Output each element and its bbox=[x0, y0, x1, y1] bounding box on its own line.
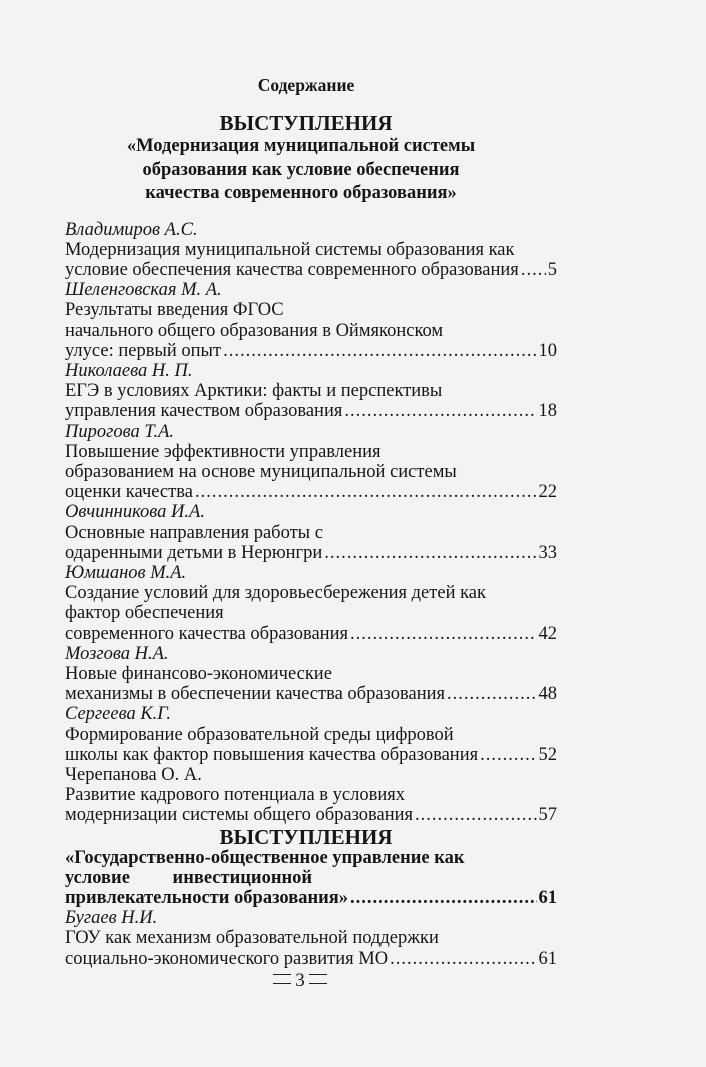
toc-entry bbox=[65, 280, 557, 361]
dot-leader bbox=[350, 624, 537, 644]
dot-leader bbox=[350, 888, 536, 908]
entry-title-text: одаренными детьми в Нерюнгри bbox=[65, 542, 323, 563]
entry-author: Овчинникова И.А. bbox=[65, 502, 205, 523]
entry-title bbox=[65, 482, 557, 502]
entry-title bbox=[65, 260, 557, 280]
section-subtitle: «Государственно-общественное управление как bbox=[65, 847, 465, 868]
entry-title: Новые финансово-экономические bbox=[65, 663, 332, 684]
toc-entry bbox=[65, 422, 557, 503]
page-number: 57 bbox=[538, 805, 557, 826]
table-of-contents bbox=[65, 74, 557, 969]
entry-title: фактор обеспечения bbox=[65, 603, 224, 624]
entry-title: Результаты введения ФГОС bbox=[65, 300, 284, 321]
toc-entries bbox=[65, 220, 557, 826]
entry-title-text: модернизации системы общего образования bbox=[65, 805, 414, 826]
page-number: 22 bbox=[538, 482, 557, 503]
entry-title-text: социально-экономического развития МО bbox=[65, 948, 389, 969]
toc-entry bbox=[65, 361, 557, 422]
entry-title: ГОУ как механизм образовательной поддержки bbox=[65, 928, 439, 949]
toc-entry bbox=[65, 502, 557, 563]
entry-title bbox=[65, 543, 557, 563]
entry-title-text: условие обеспечения качества современного образования bbox=[65, 259, 519, 280]
dot-leader bbox=[390, 949, 536, 969]
entry-title: ЕГЭ в условиях Арктики: факты и перспективы bbox=[65, 381, 443, 402]
entry-title-text: оценки качества bbox=[65, 482, 193, 503]
toc-entry bbox=[65, 704, 557, 765]
entry-title bbox=[65, 805, 557, 825]
section-heading: ВЫСТУПЛЕНИЯ bbox=[219, 824, 393, 849]
page-number: 5 bbox=[547, 259, 557, 280]
section-subtitle: условие инвестиционной bbox=[65, 867, 313, 888]
page-number: 61 bbox=[538, 948, 557, 969]
page-number: 42 bbox=[538, 623, 557, 644]
entry-title-text: улусе: первый опыт bbox=[65, 340, 222, 361]
dot-leader bbox=[480, 745, 536, 765]
entry-title bbox=[65, 401, 557, 421]
toc-title: Содержание bbox=[257, 75, 355, 95]
entry-author: Пирогова Т.А. bbox=[65, 421, 175, 442]
entry-author: Шеленговская М. А. bbox=[65, 280, 222, 301]
section-subtitle: образования как условие обеспечения bbox=[142, 159, 460, 180]
entry-author: Мозгова Н.А. bbox=[65, 643, 169, 664]
toc-entry bbox=[65, 220, 557, 281]
page-number: 61 bbox=[538, 888, 557, 908]
entry-title: начального общего образования в Оймяконском bbox=[65, 320, 444, 341]
toc-entry bbox=[65, 908, 557, 969]
entry-title: Создание условий для здоровьесбережения детей как bbox=[65, 583, 487, 604]
page-number: 10 bbox=[538, 340, 557, 361]
section-subtitle-text: привлекательности образования» bbox=[65, 888, 349, 908]
entry-author: Юмшанов М.А. bbox=[65, 562, 187, 583]
entry-author: Бугаев Н.И. bbox=[65, 908, 158, 929]
entry-title: Основные направления работы с bbox=[65, 522, 323, 543]
toc-section bbox=[65, 826, 557, 969]
footer-ornament-right bbox=[309, 974, 327, 984]
entry-title-text: управления качеством образования bbox=[65, 401, 343, 422]
entry-title bbox=[65, 624, 557, 644]
entry-title-text: современного качества образования bbox=[65, 623, 348, 644]
entry-author: Сергеева К.Г. bbox=[65, 704, 172, 725]
entry-title-text: механизмы в обеспечении качества образования bbox=[65, 684, 446, 705]
page-number: 52 bbox=[538, 744, 557, 765]
section-subtitle: качества современного образования» bbox=[145, 183, 457, 203]
page-number: 3 bbox=[295, 970, 305, 991]
entry-title bbox=[65, 949, 557, 969]
page-number: 48 bbox=[538, 684, 557, 705]
section-subtitle bbox=[65, 888, 557, 908]
section-subtitle: «Модернизация муниципальной системы bbox=[126, 136, 476, 156]
entry-title: образованием на основе муниципальной системы bbox=[65, 461, 457, 482]
dot-leader bbox=[415, 805, 536, 825]
toc-entry bbox=[65, 644, 557, 705]
page-number: 33 bbox=[538, 542, 557, 563]
entry-title: Формирование образовательной среды цифровой bbox=[65, 724, 454, 745]
dot-leader bbox=[195, 482, 537, 502]
section-heading: ВЫСТУПЛЕНИЯ bbox=[219, 111, 393, 135]
dot-leader bbox=[324, 543, 536, 563]
entry-title: Развитие кадрового потенциала в условиях bbox=[65, 785, 406, 806]
entry-title bbox=[65, 341, 557, 361]
dot-leader bbox=[344, 401, 536, 421]
entry-title-text: школы как фактор повышения качества образования bbox=[65, 744, 479, 765]
dot-leader bbox=[447, 684, 536, 704]
entry-title: Модернизация муниципальной системы образования как bbox=[65, 239, 515, 260]
toc-entry bbox=[65, 563, 557, 644]
entry-author: Владимиров А.С. bbox=[65, 219, 198, 240]
toc-section bbox=[65, 111, 557, 826]
page-number: 18 bbox=[538, 401, 557, 422]
footer-ornament-left bbox=[273, 974, 291, 984]
entry-title bbox=[65, 684, 557, 704]
entry-title: Повышение эффективности управления bbox=[65, 441, 381, 462]
toc-entries bbox=[65, 908, 557, 969]
dot-leader bbox=[521, 260, 546, 280]
toc-entry bbox=[65, 765, 557, 826]
page-footer bbox=[0, 970, 600, 992]
entry-author: Николаева Н. П. bbox=[65, 360, 193, 381]
entry-title bbox=[65, 745, 557, 765]
dot-leader bbox=[223, 341, 536, 361]
entry-author: Черепанова О. А. bbox=[65, 764, 202, 785]
